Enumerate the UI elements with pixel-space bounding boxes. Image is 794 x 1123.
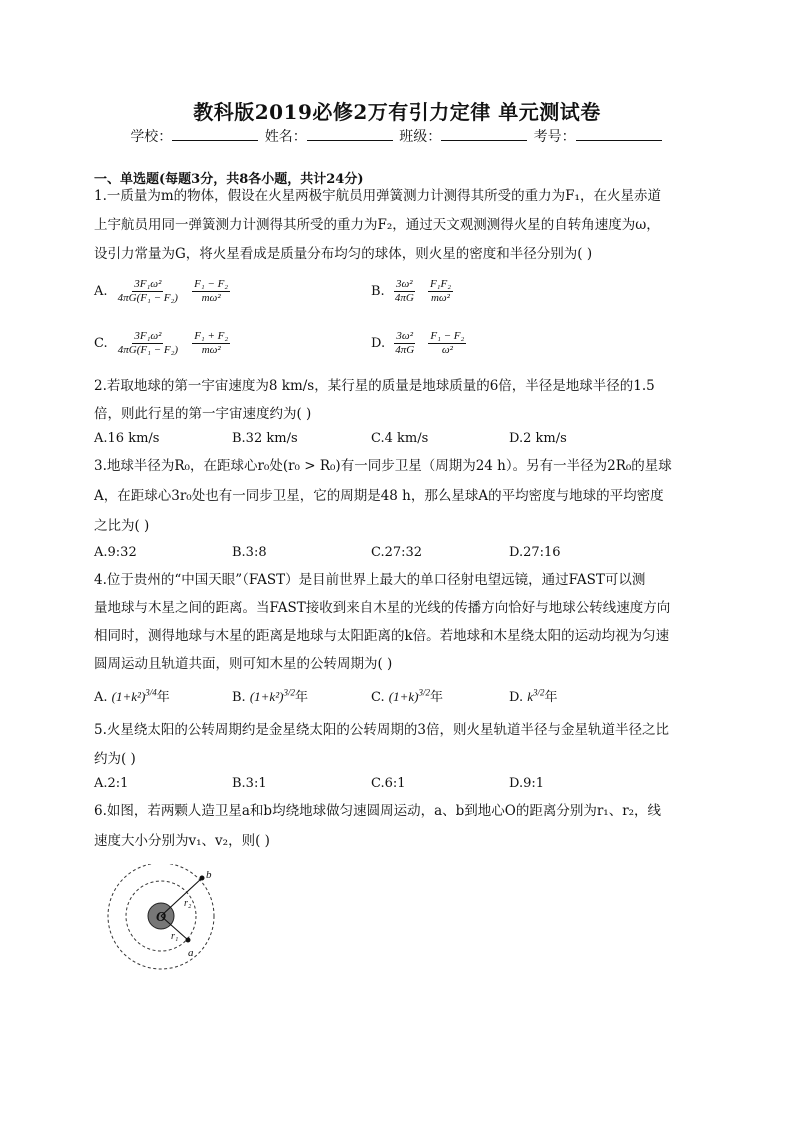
question-6-line-2: 速度大小分别为v₁、v₂，则( ) [94,833,270,849]
fraction: $\frac{\text{F₁ − F₂}}{\text{mω²}}$ [194,278,229,304]
question-5-option-b: B.3:1 [232,776,267,791]
question-3-line-3: 之比为( ) [94,518,150,534]
question-4-line-1: 4.位于贵州的“中国天眼”（FAST）是目前世界上最大的单口径射电望远镜，通过FAST可以测 [94,572,646,588]
question-3-option-a: A.9:32 [94,545,137,560]
class-label: 班级： [399,129,442,145]
number-blank [576,128,662,141]
name-label: 姓名： [264,129,307,145]
section-heading: 一、单选题(每题3分，共8各小题，共计24分) [94,172,364,187]
question-3-option-d: D.27:16 [509,545,561,560]
satellite-a-dot [186,938,191,943]
question-3-option-b: B.3:8 [232,545,267,560]
question-4-option-c: C. $(1+k)^{3/2}$年 [371,687,443,705]
fraction: $\frac{\text{3ω²}}{4\pi G}$ [394,278,414,304]
fraction: $\frac{\text{3ω²}}{4\pi G}$ [395,330,415,356]
orbit-diagram [104,864,234,974]
student-info-line [0,126,794,146]
question-5-option-a: A.2:1 [94,776,129,791]
page-title: 教科版2019必修2万有引力定律 单元测试卷 [193,100,601,124]
radius-r2-line [161,878,202,916]
question-2-line-1: 2.若取地球的第一宇宙速度为8 km/s，某行星的质量是地球质量的6倍，半径是地球半径的1.5 [94,378,655,394]
question-4-line-4: 圆周运动且轨道共面，则可知木星的公转周期为( ) [94,656,393,672]
fraction: $\frac{\text{F₁ − F₂}}{\text{ω²}}$ [430,330,465,356]
fraction: $\frac{\text{F₁F₂}}{\text{mω²}}$ [429,278,452,304]
question-4-option-a: A. $(1+k^2)^{3/4}$年 [94,687,170,705]
school-blank [172,128,258,141]
name-blank [307,128,393,141]
question-5-line-2: 约为( ) [94,751,136,767]
question-1-line-3: 设引力常量为G，将火星看成是质量分布均匀的球体，则火星的密度和半径分别为( ) [94,246,593,262]
question-2-option-d: D.2 km/s [509,431,567,446]
question-4-line-2: 量地球与木星之间的距离。当FAST接收到来自木星的光线的传播方向恰好与地球公转线速度方向 [94,600,671,616]
satellite-a-label: a [188,947,194,959]
question-1-option-d: D. $\frac{\text{3ω²}}{4\pi G}$ $\frac{\text{F₁ − F₂}}{\text{ω²}}$ [371,330,465,356]
question-3-line-2: A，在距球心3r₀处也有一同步卫星，它的周期是48 h，那么星球A的平均密度与地球的平均密度 [94,488,664,504]
question-2-line-2: 倍，则此行星的第一宇宙速度约为( ) [94,406,312,422]
question-6-line-1: 6.如图，若两颗人造卫星a和b均绕地球做匀速圆周运动，a、b到地心O的距离分别为r₁、r₂，线 [94,803,662,819]
question-1-option-c: C. $\frac{\text{3F₁ω²}}{\text{4πG(F₁ − F₂)}}$ $\frac{\text{F₁ + F₂}}{\text{mω²}}$ [94,330,229,356]
number-label: 考号： [533,129,576,145]
satellite-b-dot [200,876,205,881]
fraction: $\frac{\text{3F₁ω²}}{\text{4πG(F₁ − F₂)}}$ [117,278,178,304]
question-1-line-2: 上宇航员用同一弹簧测力计测得其所受的重力为F₂，通过天文观测测得火星的自转角速度为ω， [94,217,660,233]
question-5-option-d: D.9:1 [509,776,545,791]
question-2-option-a: A.16 km/s [94,431,160,446]
school-label: 学校： [130,129,173,145]
question-5-line-1: 5.火星绕太阳的公转周期约是金星绕太阳的公转周期的3倍，则火星轨道半径与金星轨道半径之比 [94,722,669,738]
question-4-line-3: 相同时，测得地球与木星的距离是地球与太阳距离的k倍。若地球和木星绕太阳的运动均视为匀速 [94,628,670,644]
fraction: $\frac{\text{3F₁ω²}}{\text{4πG(F₁ − F₂)}}$ [117,330,179,356]
question-4-option-d: D. $k^{3/2}$年 [509,687,558,705]
satellite-b-label: b [206,869,212,881]
question-5-option-c: C.6:1 [371,776,406,791]
question-3-line-1: 3.地球半径为R₀，在距球心r₀处(r₀ > R₀)有一同步卫星（周期为24 h）。另有一半径为2R₀的星球 [94,458,672,474]
question-2-option-b: B.32 km/s [232,431,298,446]
r2-label: r₂ [184,898,192,909]
question-3-option-c: C.27:32 [371,545,423,560]
question-2-option-c: C.4 km/s [371,431,429,446]
question-4-option-b: B. $(1+k^2)^{3/2}$年 [232,687,308,705]
r1-label: r₁ [171,931,179,942]
fraction: $\frac{\text{F₁ + F₂}}{\text{mω²}}$ [194,330,229,356]
question-1-line-1: 1.一质量为m的物体，假设在火星两极宇航员用弹簧测力计测得其所受的重力为F₁，在火星赤道 [94,188,661,204]
center-o-label: O [156,910,167,925]
class-blank [441,128,527,141]
question-1-option-b: B. $\frac{\text{3ω²}}{4\pi G}$ $\frac{\text{F₁F₂}}{\text{mω²}}$ [371,278,452,304]
question-1-option-a: A. $\frac{\text{3F₁ω²}}{\text{4πG(F₁ − F₂)}}$ $\frac{\text{F₁ − F₂}}{\text{mω²}}$ [94,278,229,304]
